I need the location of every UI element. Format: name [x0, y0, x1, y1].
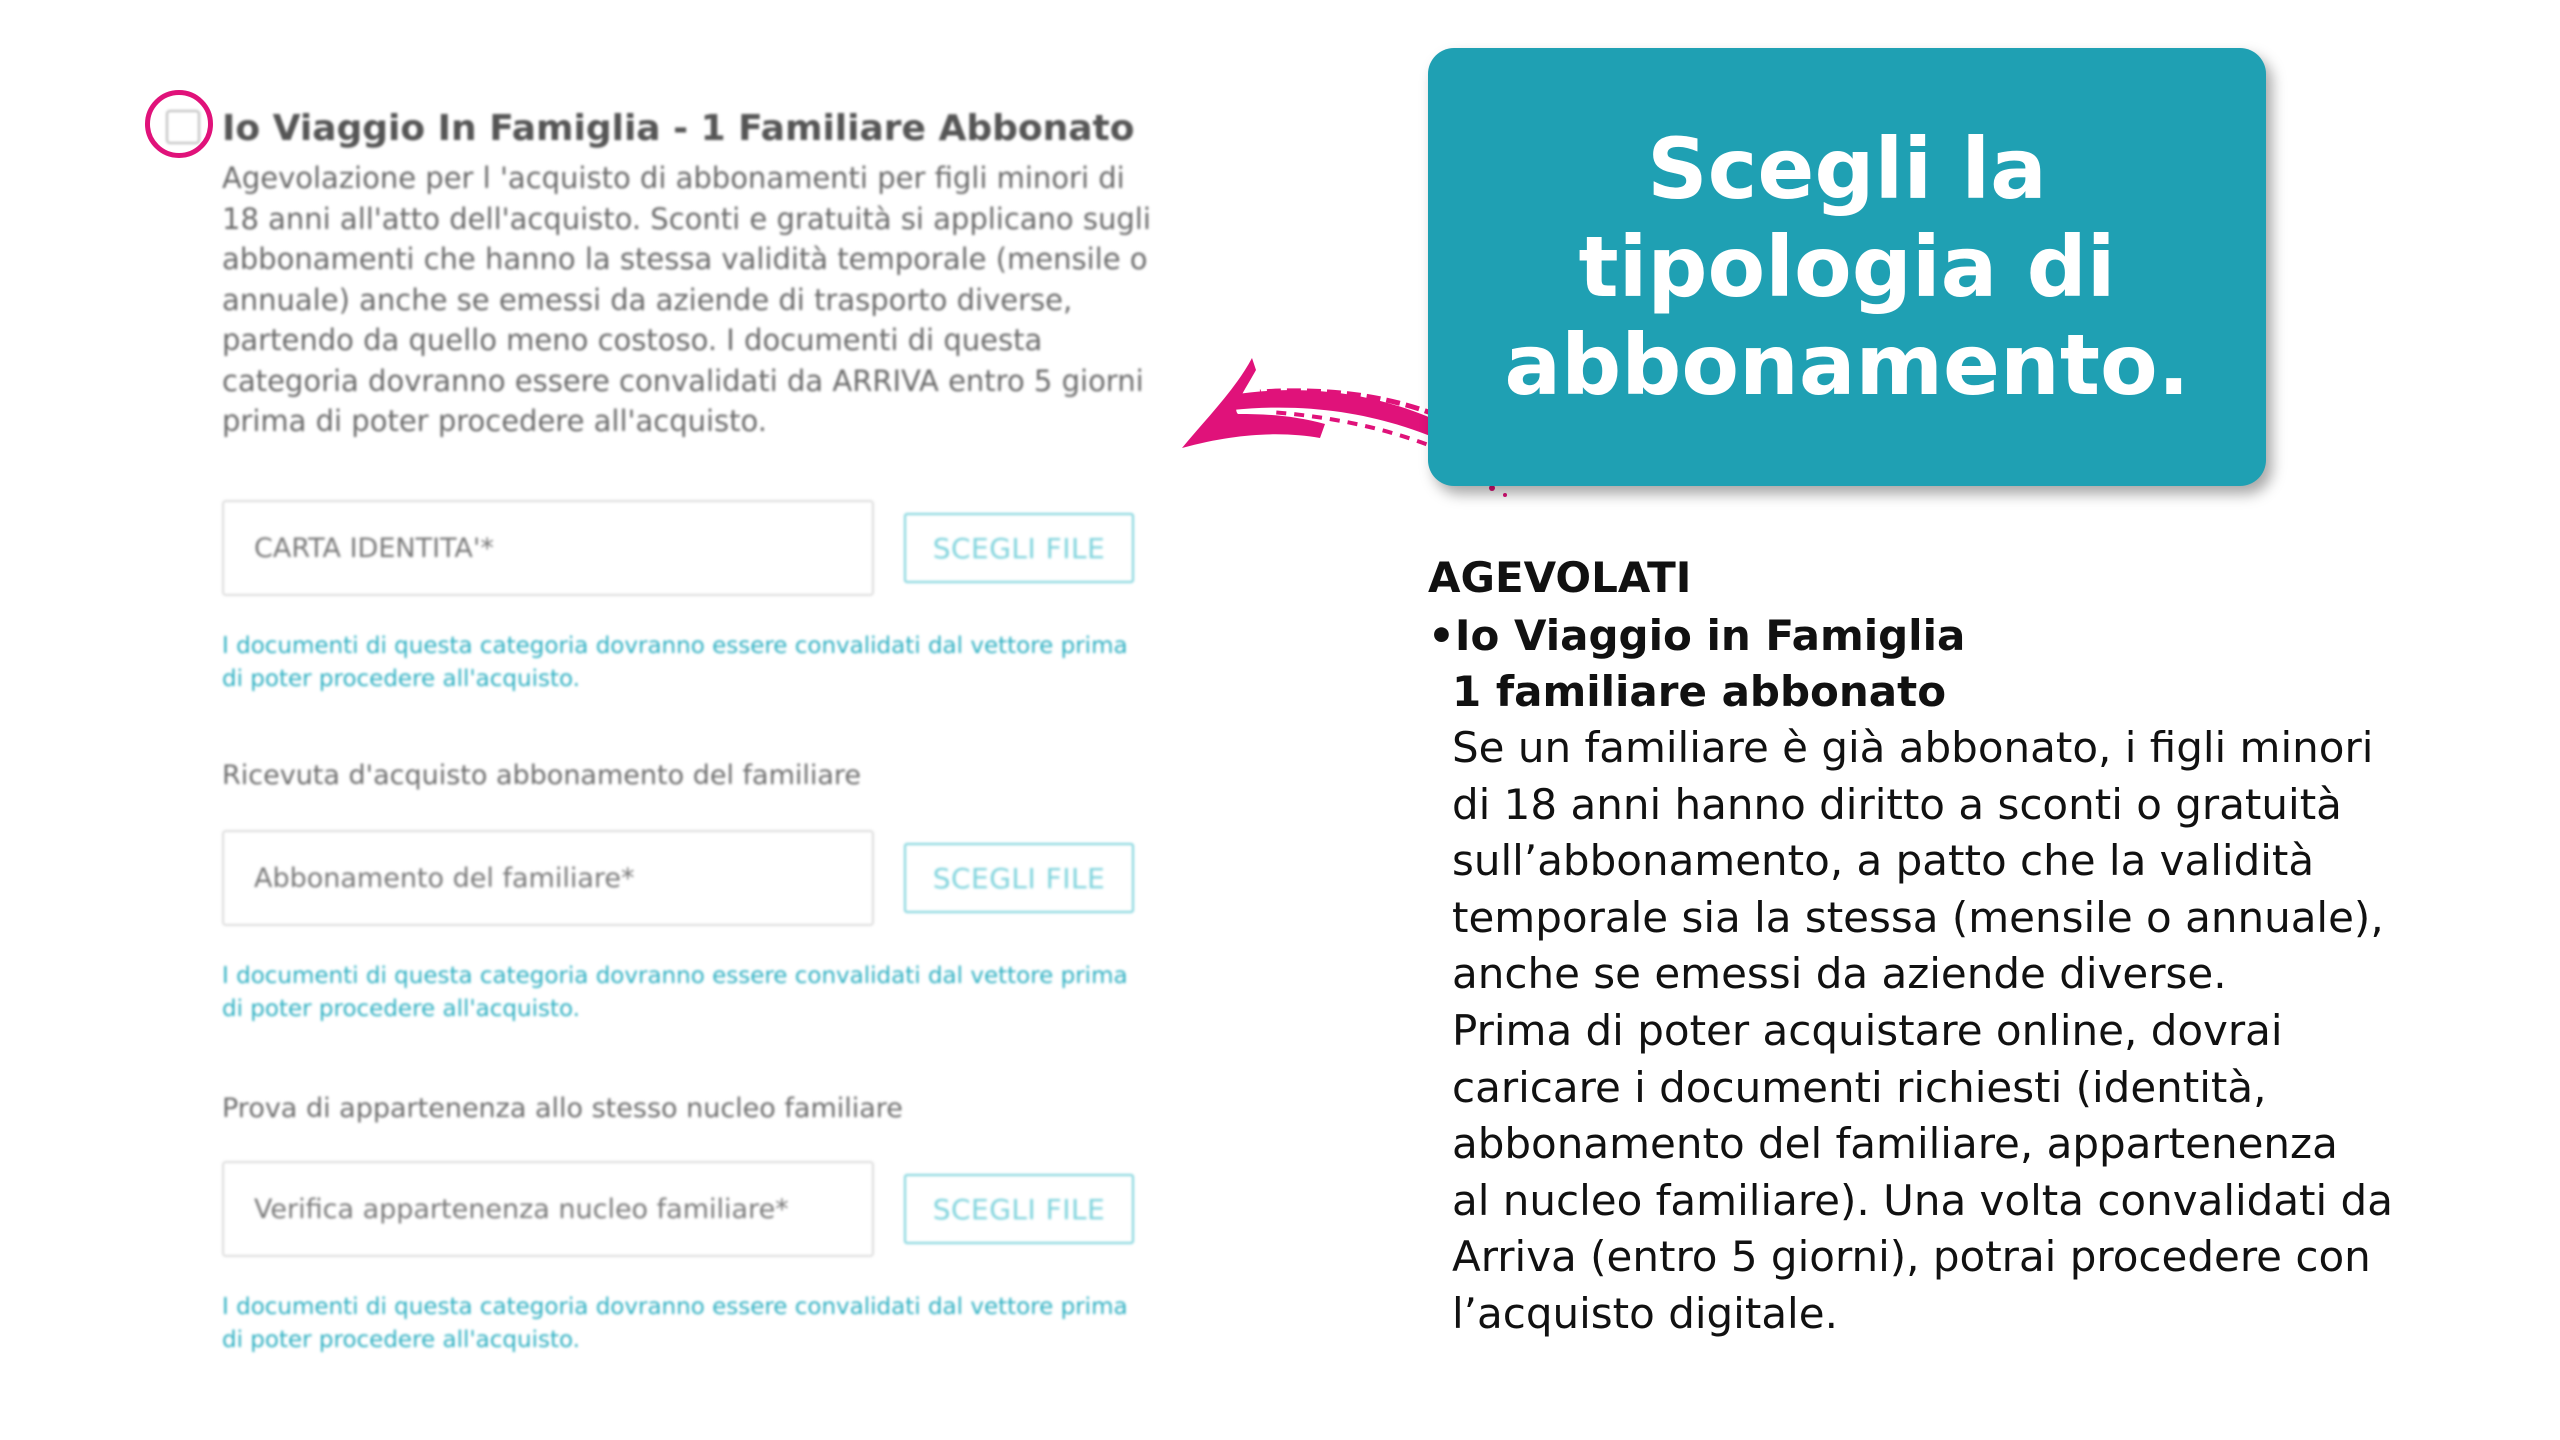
option-title: Io Viaggio In Famiglia - 1 Familiare Abbonato	[222, 108, 1135, 149]
row-note: I documenti di questa categoria dovranno essere convalidati dal vettore prima di poter procedere all'acquisto.	[222, 963, 1128, 1022]
choose-file-button[interactable]: SCEGLI FILE	[904, 843, 1134, 913]
info-line: di 18 anni hanno diritto a sconti o gratuità	[1452, 779, 2342, 829]
row-label: Prova di appartenenza allo stesso nucleo familiare	[222, 1093, 903, 1124]
row-label: Ricevuta d'acquisto abbonamento del familiare	[222, 760, 862, 791]
info-line: Se un familiare è già abbonato, i figli minori	[1452, 723, 2374, 772]
info-heading: AGEVOLATI	[1428, 553, 1692, 602]
highlight-circle	[145, 90, 213, 158]
family-subscription-file-field[interactable]: Abbonamento del familiare*	[222, 830, 874, 926]
callout-text: Scegli la tipologia di abbonamento.	[1504, 120, 2190, 414]
info-line: abbonamento del familiare, appartenenza	[1452, 1119, 2338, 1169]
row-note: I documenti di questa categoria dovranno essere convalidati dal vettore prima di poter procedere all'acquisto.	[222, 1294, 1128, 1353]
info-line: al nucleo familiare). Una volta convalidati da	[1452, 1175, 2393, 1225]
info-bullet-subtitle: 1 familiare abbonato	[1452, 667, 1947, 716]
choose-file-button[interactable]: SCEGLI FILE	[904, 1174, 1134, 1244]
info-bullet-title: •Io Viaggio in Famiglia	[1428, 611, 1966, 660]
info-line: l’acquisto digitale.	[1452, 1288, 1838, 1338]
info-line: Prima di poter acquistare online, dovrai	[1452, 1005, 2283, 1055]
choose-file-button[interactable]: SCEGLI FILE	[904, 513, 1134, 583]
info-panel	[1428, 548, 2528, 1343]
info-line: temporale sia la stessa (mensile o annuale),	[1452, 892, 2384, 942]
info-line: Arriva (entro 5 giorni), potrai procedere con	[1452, 1232, 2371, 1282]
info-line: anche se emessi da aziende diverse.	[1452, 949, 2227, 999]
identity-file-field[interactable]: CARTA IDENTITA'*	[222, 500, 874, 596]
family-unit-file-field[interactable]: Verifica appartenenza nucleo familiare*	[222, 1161, 874, 1257]
info-line: sull’abbonamento, a patto che la validità	[1452, 836, 2315, 886]
callout-box	[1428, 48, 2266, 486]
form-screenshot	[0, 0, 1200, 1440]
option-description: Agevolazione per l 'acquisto di abbonamenti per figli minori di 18 anni all'atto dell'acquisto. Sconti e gratuità si applicano sugli abbonamenti che hanno la stessa validità temporale (mensile o annuale) anche se emessi da aziende di trasporto diverse, partendo da quello meno costoso. I documenti di questa categoria dovranno essere convalidati da ARRIVA entro 5 giorni prima di poter procedere all'acquisto.	[222, 161, 1151, 438]
info-line: caricare i documenti richiesti (identità,	[1452, 1062, 2267, 1112]
row-note: I documenti di questa categoria dovranno essere convalidati dal vettore prima di poter procedere all'acquisto.	[222, 633, 1128, 692]
